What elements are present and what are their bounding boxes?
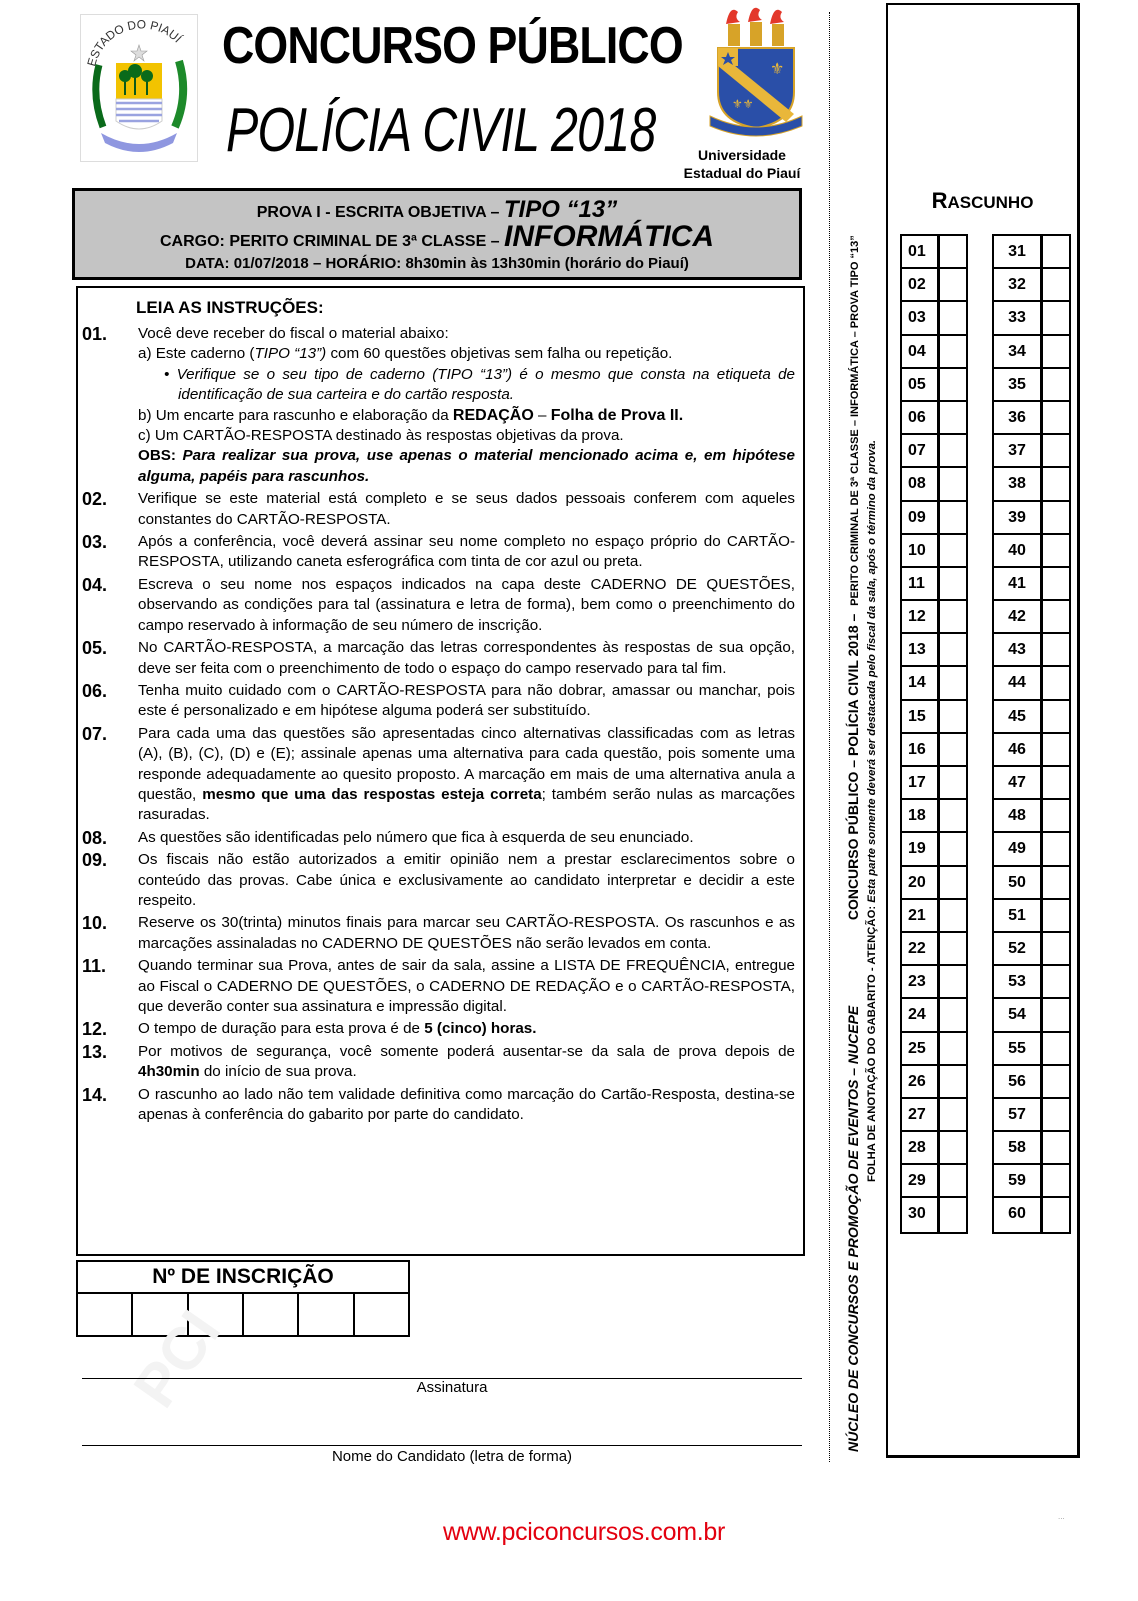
vertical-header-text bbox=[845, 235, 861, 1452]
draft-answer-row bbox=[994, 900, 1069, 933]
draft-answer-field[interactable] bbox=[940, 269, 966, 300]
draft-answer-field[interactable] bbox=[940, 1132, 966, 1163]
instruction-item bbox=[82, 1019, 795, 1039]
exam-info-box bbox=[72, 188, 802, 280]
instruction-item bbox=[82, 913, 795, 954]
draft-answer-row bbox=[994, 734, 1069, 767]
question-number: 09 bbox=[902, 502, 940, 533]
registration-digit-field[interactable] bbox=[355, 1294, 408, 1337]
text: ; também serão nulas as marcações rasuradas. bbox=[138, 785, 795, 824]
draft-answer-field[interactable] bbox=[1043, 734, 1069, 765]
draft-answer-row bbox=[994, 867, 1069, 900]
instruction-text: As questões são identificadas pelo número que fica à esquerda de seu enunciado. bbox=[138, 828, 694, 846]
draft-answer-row bbox=[994, 1198, 1069, 1231]
question-number: 54 bbox=[994, 999, 1043, 1030]
draft-answer-row bbox=[902, 701, 966, 734]
draft-answer-row bbox=[902, 568, 966, 601]
question-number: 35 bbox=[994, 369, 1043, 400]
draft-answer-field[interactable] bbox=[1043, 833, 1069, 864]
draft-answer-row bbox=[994, 502, 1069, 535]
draft-answer-row bbox=[902, 402, 966, 435]
instruction-01-intro: Você deve receber do fiscal o material abaixo: bbox=[138, 325, 449, 342]
question-number: 34 bbox=[994, 336, 1043, 367]
draft-answer-field[interactable] bbox=[940, 468, 966, 499]
text: 4h30min bbox=[138, 1063, 200, 1081]
question-number: 11 bbox=[902, 568, 940, 599]
instruction-number: 09. bbox=[82, 850, 108, 871]
question-number: 13 bbox=[902, 634, 940, 665]
cargo-area: INFORMÁTICA bbox=[504, 220, 715, 253]
footer-url-link[interactable]: www.pciconcursos.com.br bbox=[442, 1518, 726, 1546]
draft-answer-field[interactable] bbox=[940, 867, 966, 898]
draft-answer-field[interactable] bbox=[940, 667, 966, 698]
instruction-item bbox=[82, 489, 795, 530]
candidate-name-label: Nome do Candidato (letra de forma) bbox=[331, 1448, 573, 1465]
question-number: 52 bbox=[994, 933, 1043, 964]
draft-answer-field[interactable] bbox=[940, 1066, 966, 1097]
question-number: 55 bbox=[994, 1033, 1043, 1064]
question-number: 10 bbox=[902, 535, 940, 566]
rascunho-title bbox=[888, 188, 1077, 214]
svg-text:⚜⚜: ⚜⚜ bbox=[732, 97, 754, 111]
question-number: 20 bbox=[902, 867, 940, 898]
draft-answer-row bbox=[902, 867, 966, 900]
draft-answer-row bbox=[902, 767, 966, 800]
draft-answer-field[interactable] bbox=[1043, 568, 1069, 599]
draft-answer-field[interactable] bbox=[1043, 667, 1069, 698]
draft-answer-field[interactable] bbox=[940, 734, 966, 765]
instruction-number: 04. bbox=[82, 574, 108, 595]
draft-answer-row bbox=[902, 302, 966, 335]
instruction-item bbox=[82, 850, 795, 911]
question-number: 19 bbox=[902, 833, 940, 864]
instruction-text: Reserve os 30(trinta) minutos finais para marcar seu CARTÃO-RESPOSTA. Os rascunhos e as marcações assinaladas no CADERNO DE QUESTÕES não serão levados em conta. bbox=[138, 914, 795, 952]
instruction-item bbox=[82, 828, 795, 848]
instruction-number: 02. bbox=[82, 489, 108, 510]
registration-number-cells bbox=[78, 1294, 408, 1337]
draft-answer-row bbox=[994, 800, 1069, 833]
instruction-item bbox=[82, 1085, 795, 1126]
draft-answer-field[interactable] bbox=[1043, 1033, 1069, 1064]
draft-answer-field[interactable] bbox=[1043, 435, 1069, 466]
question-number: 53 bbox=[994, 966, 1043, 997]
draft-answer-row bbox=[994, 833, 1069, 866]
instruction-01-bullet: • Verifique se o seu tipo de caderno (TIPO “13”) é o mesmo que consta na etiqueta de identificação de sua carteira e do cartão resposta. bbox=[164, 365, 795, 404]
question-number: 47 bbox=[994, 767, 1043, 798]
instructions-title: LEIA AS INSTRUÇÕES: bbox=[136, 298, 324, 317]
question-number: 37 bbox=[994, 435, 1043, 466]
question-number: 58 bbox=[994, 1132, 1043, 1163]
question-number: 50 bbox=[994, 867, 1043, 898]
text: b) Um encarte para rascunho e elaboração da bbox=[138, 406, 453, 424]
question-number: 31 bbox=[994, 236, 1043, 267]
instruction-item bbox=[82, 638, 795, 679]
question-number: 06 bbox=[902, 402, 940, 433]
question-number: 18 bbox=[902, 800, 940, 831]
instruction-number: 12. bbox=[82, 1019, 108, 1040]
draft-answer-field[interactable] bbox=[940, 1198, 966, 1231]
date-time-line: DATA: 01/07/2018 – HORÁRIO: 8h30min às 13h30min (horário do Piauí) bbox=[185, 255, 689, 272]
draft-answer-row bbox=[902, 1132, 966, 1165]
draft-answer-row bbox=[994, 435, 1069, 468]
question-number: 41 bbox=[994, 568, 1043, 599]
draft-answer-field[interactable] bbox=[940, 568, 966, 599]
draft-answer-row bbox=[994, 1132, 1069, 1165]
text: Para cada uma das questões são apresentadas cinco alternativas classificadas com as letras (A), (B), (C), (D) e (E); assinale apenas uma alternativa para cada questão, pois somente uma responde adequadamente ao quesito proposto. A marcação em mais de uma alternativa anula a questão, bbox=[138, 724, 795, 803]
instruction-text: O rascunho ao lado não tem validade definitiva como marcação do Cartão-Resposta, destina-se apenas à conferência do gabarito por parte do candidato. bbox=[138, 1085, 795, 1124]
draft-answer-field[interactable] bbox=[1043, 269, 1069, 300]
candidate-name-line[interactable] bbox=[82, 1445, 802, 1446]
instruction-text bbox=[138, 1042, 795, 1083]
question-number: 15 bbox=[902, 701, 940, 732]
draft-answer-row bbox=[994, 269, 1069, 302]
draft-answer-field[interactable] bbox=[1043, 535, 1069, 566]
draft-answer-field[interactable] bbox=[940, 1165, 966, 1196]
question-number: 24 bbox=[902, 999, 940, 1030]
question-number: 42 bbox=[994, 601, 1043, 632]
question-number: 08 bbox=[902, 468, 940, 499]
instruction-01-c: c) Um CARTÃO-RESPOSTA destinado às respostas objetivas da prova. bbox=[138, 427, 624, 445]
draft-answer-row bbox=[994, 1066, 1069, 1099]
draft-answer-field[interactable] bbox=[1043, 601, 1069, 632]
draft-answer-field[interactable] bbox=[940, 833, 966, 864]
draft-answer-field[interactable] bbox=[940, 369, 966, 400]
draft-answer-row bbox=[902, 734, 966, 767]
draft-answer-field[interactable] bbox=[1043, 634, 1069, 665]
question-number: 59 bbox=[994, 1165, 1043, 1196]
estado-do-piaui-arc-text: ESTADO DO PIAUÍ bbox=[84, 17, 185, 68]
instruction-01-obs bbox=[138, 446, 795, 487]
draft-answer-row bbox=[902, 900, 966, 933]
draft-answer-field[interactable] bbox=[940, 535, 966, 566]
draft-answer-row bbox=[902, 336, 966, 369]
draft-answer-field[interactable] bbox=[1043, 701, 1069, 732]
page-mark: ... bbox=[1058, 1512, 1065, 1521]
draft-answer-row bbox=[902, 999, 966, 1032]
question-number: 16 bbox=[902, 734, 940, 765]
text: a) Este caderno ( bbox=[138, 345, 255, 363]
question-number: 49 bbox=[994, 833, 1043, 864]
draft-answer-field[interactable] bbox=[1043, 369, 1069, 400]
instruction-text: Após a conferência, você deverá assinar seu nome completo no espaço próprio do CARTÃO-RESPOSTA, utilizando caneta esferográfica com tinta de cor azul ou preta. bbox=[138, 533, 795, 571]
instruction-number: 10. bbox=[82, 913, 108, 934]
question-number: 07 bbox=[902, 435, 940, 466]
draft-answer-row bbox=[902, 933, 966, 966]
question-number: 39 bbox=[994, 502, 1043, 533]
draft-answer-row bbox=[902, 800, 966, 833]
question-number: 12 bbox=[902, 601, 940, 632]
draft-answer-field[interactable] bbox=[940, 336, 966, 367]
instructions-list bbox=[82, 324, 795, 1127]
draft-answer-field[interactable] bbox=[1043, 999, 1069, 1030]
draft-answer-field[interactable] bbox=[1043, 867, 1069, 898]
draft-answer-field[interactable] bbox=[1043, 1066, 1069, 1097]
text: R bbox=[931, 188, 948, 213]
concurso-text: CONCURSO PÚBLICO – POLÍCIA CIVIL 2018 – bbox=[845, 613, 861, 921]
draft-answer-row bbox=[994, 634, 1069, 667]
draft-answer-row bbox=[902, 369, 966, 402]
draft-answer-field[interactable] bbox=[940, 701, 966, 732]
draft-answer-row bbox=[994, 1165, 1069, 1198]
question-number: 27 bbox=[902, 1099, 940, 1130]
instruction-text: Verifique se este material está completo e se seus dados pessoais conferem com aqueles constantes do CARTÃO-RESPOSTA. bbox=[138, 490, 795, 528]
text: Folha de Prova II. bbox=[550, 406, 684, 424]
question-number: 04 bbox=[902, 336, 940, 367]
instruction-text bbox=[138, 324, 795, 487]
draft-answer-row bbox=[994, 667, 1069, 700]
instruction-text: No CARTÃO-RESPOSTA, a marcação das letras correspondentes às respostas de sua opção, deve ser feita com o preenchimento de todo o espaço do campo reservado para tal fim. bbox=[138, 639, 795, 677]
instruction-item bbox=[82, 1042, 795, 1083]
question-number: 03 bbox=[902, 302, 940, 333]
vertical-notice-text bbox=[866, 440, 878, 1182]
draft-answer-row bbox=[994, 1099, 1069, 1132]
draft-answer-field[interactable] bbox=[1043, 1198, 1069, 1231]
instruction-item bbox=[82, 956, 795, 1017]
draft-answer-field[interactable] bbox=[940, 933, 966, 964]
draft-answer-row bbox=[994, 1033, 1069, 1066]
instruction-text bbox=[138, 1019, 795, 1039]
draft-answer-row bbox=[902, 601, 966, 634]
draft-answer-row bbox=[994, 933, 1069, 966]
university-line2: Estadual do Piauí bbox=[683, 165, 801, 181]
question-number: 36 bbox=[994, 402, 1043, 433]
question-number: 45 bbox=[994, 701, 1043, 732]
question-number: 01 bbox=[902, 236, 940, 267]
draft-answer-field[interactable] bbox=[940, 999, 966, 1030]
instruction-number: 01. bbox=[82, 324, 108, 344]
instruction-number: 06. bbox=[82, 680, 108, 701]
draft-answer-field[interactable] bbox=[1043, 468, 1069, 499]
registration-number-title: Nº DE INSCRIÇÃO bbox=[78, 1262, 408, 1294]
question-number: 02 bbox=[902, 269, 940, 300]
draft-answer-row bbox=[994, 302, 1069, 335]
draft-answer-field[interactable] bbox=[1043, 800, 1069, 831]
draft-answer-row bbox=[902, 468, 966, 501]
instruction-number: 14. bbox=[82, 1084, 108, 1105]
question-number: 51 bbox=[994, 900, 1043, 931]
draft-answer-field[interactable] bbox=[940, 634, 966, 665]
question-number: 43 bbox=[994, 634, 1043, 665]
exam-tipo: TIPO “13” bbox=[503, 196, 618, 223]
question-number: 25 bbox=[902, 1033, 940, 1064]
cargo-line bbox=[75, 220, 799, 255]
nucepe-text: NÚCLEO DE CONCURSOS E PROMOÇÃO DE EVENTOS – NUCEPE bbox=[845, 1005, 861, 1452]
instruction-number: 11. bbox=[82, 956, 107, 977]
registration-digit-field[interactable] bbox=[244, 1294, 299, 1337]
watermark: PCI bbox=[120, 1298, 234, 1420]
draft-answer-row bbox=[994, 336, 1069, 369]
question-number: 60 bbox=[994, 1198, 1043, 1231]
instruction-number: 05. bbox=[82, 638, 108, 659]
draft-answer-row bbox=[994, 601, 1069, 634]
draft-answer-row bbox=[902, 634, 966, 667]
draft-column-1 bbox=[900, 234, 968, 1234]
instruction-text bbox=[138, 724, 795, 826]
tear-off-dotted-line bbox=[829, 12, 830, 1462]
text: Para realizar sua prova, use apenas o material mencionado acima e, em hipótese alguma, papéis para rascunhos. bbox=[138, 447, 795, 485]
registration-digit-field[interactable] bbox=[299, 1294, 354, 1337]
draft-answer-field[interactable] bbox=[940, 900, 966, 931]
instruction-number: 13. bbox=[82, 1041, 108, 1062]
question-number: 32 bbox=[994, 269, 1043, 300]
draft-answer-field[interactable] bbox=[1043, 1099, 1069, 1130]
draft-answer-field[interactable] bbox=[940, 966, 966, 997]
draft-answer-field[interactable] bbox=[940, 236, 966, 267]
draft-answer-row bbox=[994, 568, 1069, 601]
draft-answer-row bbox=[994, 402, 1069, 435]
draft-answer-field[interactable] bbox=[1043, 1165, 1069, 1196]
draft-answer-row bbox=[994, 468, 1069, 501]
draft-answer-row bbox=[902, 535, 966, 568]
instruction-item bbox=[82, 324, 795, 487]
svg-text:⚜: ⚜ bbox=[770, 61, 785, 78]
instruction-item bbox=[82, 532, 795, 573]
registration-number-box bbox=[76, 1260, 410, 1337]
draft-answer-field[interactable] bbox=[1043, 502, 1069, 533]
draft-answer-field[interactable] bbox=[1043, 402, 1069, 433]
draft-answer-row bbox=[994, 535, 1069, 568]
question-number: 30 bbox=[902, 1198, 940, 1231]
draft-answer-row bbox=[902, 1165, 966, 1198]
instruction-number: 07. bbox=[82, 723, 108, 744]
draft-answer-row bbox=[902, 966, 966, 999]
piaui-coat-of-arms-icon bbox=[80, 14, 198, 162]
draft-answer-field[interactable] bbox=[1043, 336, 1069, 367]
question-number: 29 bbox=[902, 1165, 940, 1196]
draft-answer-field[interactable] bbox=[940, 800, 966, 831]
draft-column-2 bbox=[992, 234, 1071, 1234]
text: O tempo de duração para esta prova é de bbox=[138, 1020, 425, 1038]
draft-answer-row bbox=[994, 701, 1069, 734]
question-number: 14 bbox=[902, 667, 940, 698]
draft-answer-row bbox=[902, 502, 966, 535]
question-number: 40 bbox=[994, 535, 1043, 566]
draft-answer-field[interactable] bbox=[940, 435, 966, 466]
cargo-vertical-text: PERITO CRIMINAL DE 3ª CLASSE – INFORMÁTICA – PROVA TIPO “13” bbox=[849, 235, 861, 606]
draft-answer-row bbox=[902, 1066, 966, 1099]
exam-type-prefix: PROVA I - ESCRITA OBJETIVA – bbox=[256, 204, 504, 221]
question-number: 44 bbox=[994, 667, 1043, 698]
draft-answer-field[interactable] bbox=[1043, 966, 1069, 997]
question-number: 23 bbox=[902, 966, 940, 997]
title-policia-civil-2018: POLÍCIA CIVIL 2018 bbox=[226, 96, 656, 165]
draft-answer-field[interactable] bbox=[940, 502, 966, 533]
draft-answer-row bbox=[902, 435, 966, 468]
question-number: 22 bbox=[902, 933, 940, 964]
text: com 60 questões objetivas sem falha ou repetição. bbox=[326, 345, 673, 363]
instruction-item bbox=[82, 724, 795, 826]
draft-answer-field[interactable] bbox=[1043, 933, 1069, 964]
draft-answer-row bbox=[994, 966, 1069, 999]
draft-answer-row bbox=[902, 269, 966, 302]
draft-answer-row bbox=[994, 999, 1069, 1032]
question-number: 33 bbox=[994, 302, 1043, 333]
registration-digit-field[interactable] bbox=[78, 1294, 133, 1337]
draft-answer-field[interactable] bbox=[940, 402, 966, 433]
text: mesmo que uma das respostas esteja correta bbox=[202, 785, 542, 803]
instruction-number: 08. bbox=[82, 827, 108, 848]
draft-answer-row bbox=[902, 667, 966, 700]
instruction-01-b bbox=[138, 406, 795, 426]
draft-answer-field[interactable] bbox=[1043, 767, 1069, 798]
instruction-text: Escreva o seu nome nos espaços indicados na capa deste CADERNO DE QUESTÕES, observando as condições para tal (assinatura e letra de forma), bem como o preenchimento do campo reservado à informação de seu número de inscrição. bbox=[138, 575, 795, 634]
question-number: 46 bbox=[994, 734, 1043, 765]
question-number: 05 bbox=[902, 369, 940, 400]
question-number: 48 bbox=[994, 800, 1043, 831]
cargo-prefix: CARGO: PERITO CRIMINAL DE 3ª CLASSE – bbox=[159, 233, 505, 250]
instruction-text: Os fiscais não estão autorizados a emitir opinião nem a prestar esclarecimentos sobre o conteúdo das provas. Cabe única e exclusivamente ao candidato interpretar e decidir a este respeito. bbox=[138, 851, 795, 909]
instruction-text: Quando terminar sua Prova, antes de sair da sala, assine a LISTA DE FREQUÊNCIA, entregue ao Fiscal o CADERNO DE QUESTÕES, o CADERNO DE REDAÇÃO e o CARTÃO-RESPOSTA, que deverão conter sua assinatura e impressão digital. bbox=[138, 957, 795, 1015]
draft-answer-row bbox=[994, 767, 1069, 800]
text: TIPO “13”) bbox=[254, 345, 327, 363]
question-number: 17 bbox=[902, 767, 940, 798]
title-concurso-publico: CONCURSO PÚBLICO bbox=[222, 17, 683, 75]
text: OBS: bbox=[138, 447, 183, 465]
draft-answer-field[interactable] bbox=[940, 1099, 966, 1130]
draft-answer-row bbox=[902, 833, 966, 866]
draft-answer-field[interactable] bbox=[1043, 236, 1069, 267]
answer-draft-panel bbox=[886, 3, 1080, 1458]
question-number: 38 bbox=[994, 468, 1043, 499]
instruction-item bbox=[82, 681, 795, 722]
question-number: 56 bbox=[994, 1066, 1043, 1097]
instruction-text: Tenha muito cuidado com o CARTÃO-RESPOSTA para não dobrar, amassar ou manchar, pois este é personalizado e em hipótese alguma poderá ser substituído. bbox=[138, 681, 795, 720]
text: – bbox=[533, 406, 551, 424]
draft-answer-row bbox=[994, 369, 1069, 402]
attention-text: Esta parte somente deverá ser destacada pelo fiscal da sala, após o término da prova. bbox=[866, 439, 878, 903]
draft-answer-row bbox=[902, 1099, 966, 1132]
text: Por motivos de segurança, você somente poderá ausentar-se da sala de prova depois de bbox=[138, 1042, 795, 1060]
signature-label: Assinatura bbox=[416, 1379, 488, 1396]
question-number: 26 bbox=[902, 1066, 940, 1097]
draft-answer-field[interactable] bbox=[940, 601, 966, 632]
folha-anotacao-text: FOLHA DE ANOTAÇÃO DO GABARITO - ATENÇÃO: bbox=[866, 902, 878, 1182]
text: 5 (cinco) horas. bbox=[424, 1020, 537, 1038]
text: ASCUNHO bbox=[947, 193, 1034, 212]
instruction-01-a bbox=[138, 344, 795, 364]
instruction-item bbox=[82, 575, 795, 636]
draft-answer-row bbox=[902, 236, 966, 269]
question-number: 28 bbox=[902, 1132, 940, 1163]
draft-answer-row bbox=[902, 1033, 966, 1066]
draft-answer-field[interactable] bbox=[1043, 302, 1069, 333]
draft-answer-row bbox=[902, 1198, 966, 1231]
question-number: 57 bbox=[994, 1099, 1043, 1130]
university-line1: Universidade bbox=[698, 147, 786, 163]
university-name bbox=[672, 146, 812, 182]
instructions-box bbox=[76, 286, 805, 1256]
uespi-coat-of-arms-icon bbox=[708, 4, 804, 142]
text: REDAÇÃO bbox=[452, 406, 534, 424]
draft-answer-field[interactable] bbox=[940, 302, 966, 333]
draft-answer-field[interactable] bbox=[1043, 900, 1069, 931]
draft-answer-field[interactable] bbox=[1043, 1132, 1069, 1163]
question-number: 21 bbox=[902, 900, 940, 931]
instruction-number: 03. bbox=[82, 532, 108, 553]
text: do início de sua prova. bbox=[199, 1063, 357, 1081]
draft-answer-field[interactable] bbox=[940, 1033, 966, 1064]
draft-answer-field[interactable] bbox=[940, 767, 966, 798]
draft-answer-row bbox=[994, 236, 1069, 269]
